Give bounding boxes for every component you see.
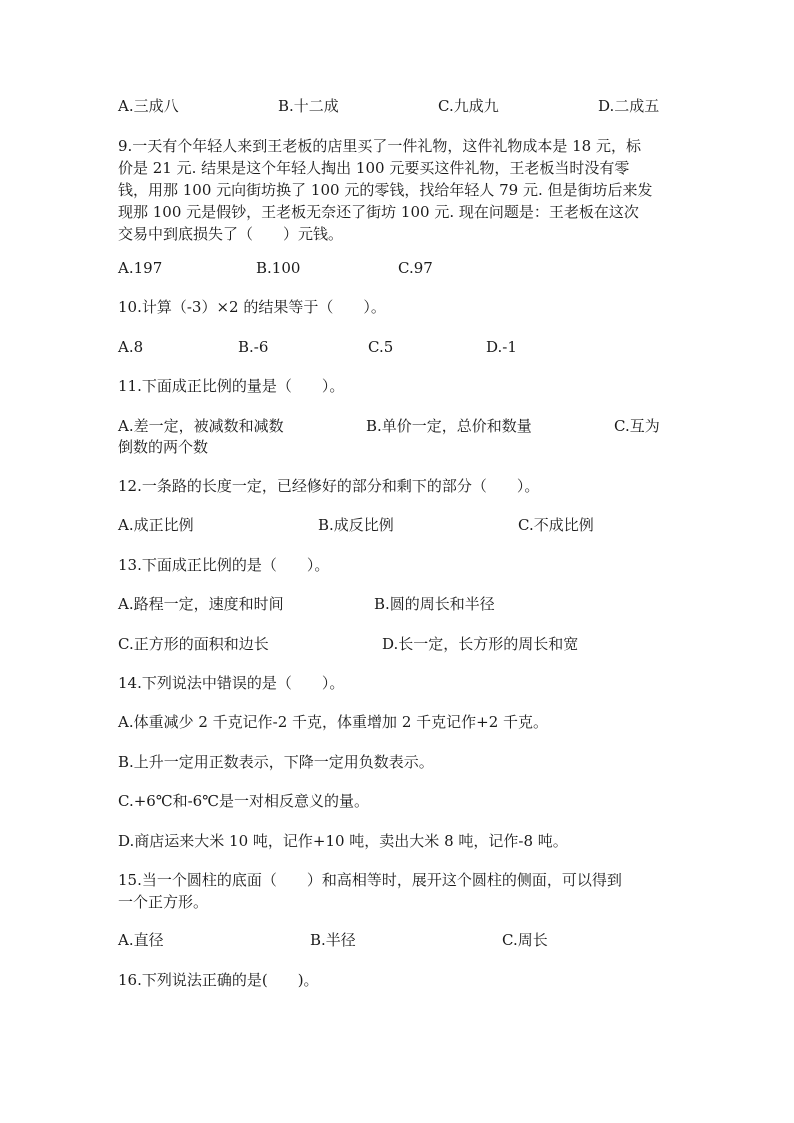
q11-option-c-wrap: 倒数的两个数	[118, 438, 209, 456]
q14-stem: 14.下列说法中错误的是（ ）。	[118, 674, 345, 692]
q9-stem-line-5: 交易中到底损失了（ ）元钱。	[118, 225, 344, 243]
q8-option-b: B.十二成	[278, 97, 339, 115]
q13-option-d: D.长一定，长方形的周长和宽	[382, 635, 579, 653]
q15-option-c: C.周长	[502, 931, 548, 949]
q9-stem-line-4: 现那 100 元是假钞，王老板无奈还了街坊 100 元. 现在问题是：王老板在这次	[118, 203, 639, 221]
q9-option-b: B.100	[256, 259, 301, 277]
q11-option-b: B.单价一定，总价和数量	[366, 417, 532, 435]
q15-stem-line-2: 一个正方形。	[118, 893, 209, 911]
q11-option-a: A.差一定，被减数和减数	[118, 417, 284, 435]
q9-stem-line-1: 9.一天有个年轻人来到王老板的店里买了一件礼物，这件礼物成本是 18 元，标	[118, 137, 641, 155]
q14-option-a: A.体重减少 2 千克记作-2 千克，体重增加 2 千克记作+2 千克。	[118, 713, 549, 731]
q8-option-a: A.三成八	[118, 97, 179, 115]
q12-option-b: B.成反比例	[318, 516, 394, 534]
q13-option-a: A.路程一定，速度和时间	[118, 595, 284, 613]
q10-option-c: C.5	[368, 338, 394, 356]
q8-option-c: C.九成九	[438, 97, 499, 115]
q12-option-c: C.不成比例	[518, 516, 594, 534]
q12-option-a: A.成正比例	[118, 516, 194, 534]
q10-stem: 10.计算（-3）×2 的结果等于（ ）。	[118, 298, 386, 316]
q13-option-b: B.圆的周长和半径	[374, 595, 495, 613]
q9-option-a: A.197	[118, 259, 163, 277]
q16-stem: 16.下列说法正确的是( )。	[118, 971, 319, 989]
q13-option-c: C.正方形的面积和边长	[118, 635, 269, 653]
q9-stem-line-3: 钱，用那 100 元向街坊换了 100 元的零钱，找给年轻人 79 元. 但是街坊后来发	[118, 181, 653, 199]
q10-option-b: B.-6	[238, 338, 269, 356]
q15-stem-line-1: 15.当一个圆柱的底面（ ）和高相等时，展开这个圆柱的侧面，可以得到	[118, 871, 622, 889]
q15-option-a: A.直径	[118, 931, 164, 949]
q14-option-c: C.+6℃和-6℃是一对相反意义的量。	[118, 792, 369, 810]
q14-option-d: D.商店运来大米 10 吨，记作+10 吨，卖出大米 8 吨，记作-8 吨。	[118, 832, 568, 850]
q10-option-d: D.-1	[486, 338, 517, 356]
q14-option-b: B.上升一定用正数表示，下降一定用负数表示。	[118, 753, 434, 771]
q9-stem-line-2: 价是 21 元. 结果是这个年轻人掏出 100 元要买这件礼物，王老板当时没有零	[118, 159, 630, 177]
q8-option-d: D.二成五	[598, 97, 660, 115]
q15-option-b: B.半径	[310, 931, 356, 949]
q9-option-c: C.97	[398, 259, 433, 277]
q11-option-c: C.互为	[614, 417, 660, 435]
q10-option-a: A.8	[118, 338, 144, 356]
q12-stem: 12.一条路的长度一定，已经修好的部分和剩下的部分（ ）。	[118, 477, 540, 495]
q13-stem: 13.下面成正比例的是（ ）。	[118, 556, 330, 574]
q11-stem: 11.下面成正比例的量是（ ）。	[118, 377, 345, 395]
